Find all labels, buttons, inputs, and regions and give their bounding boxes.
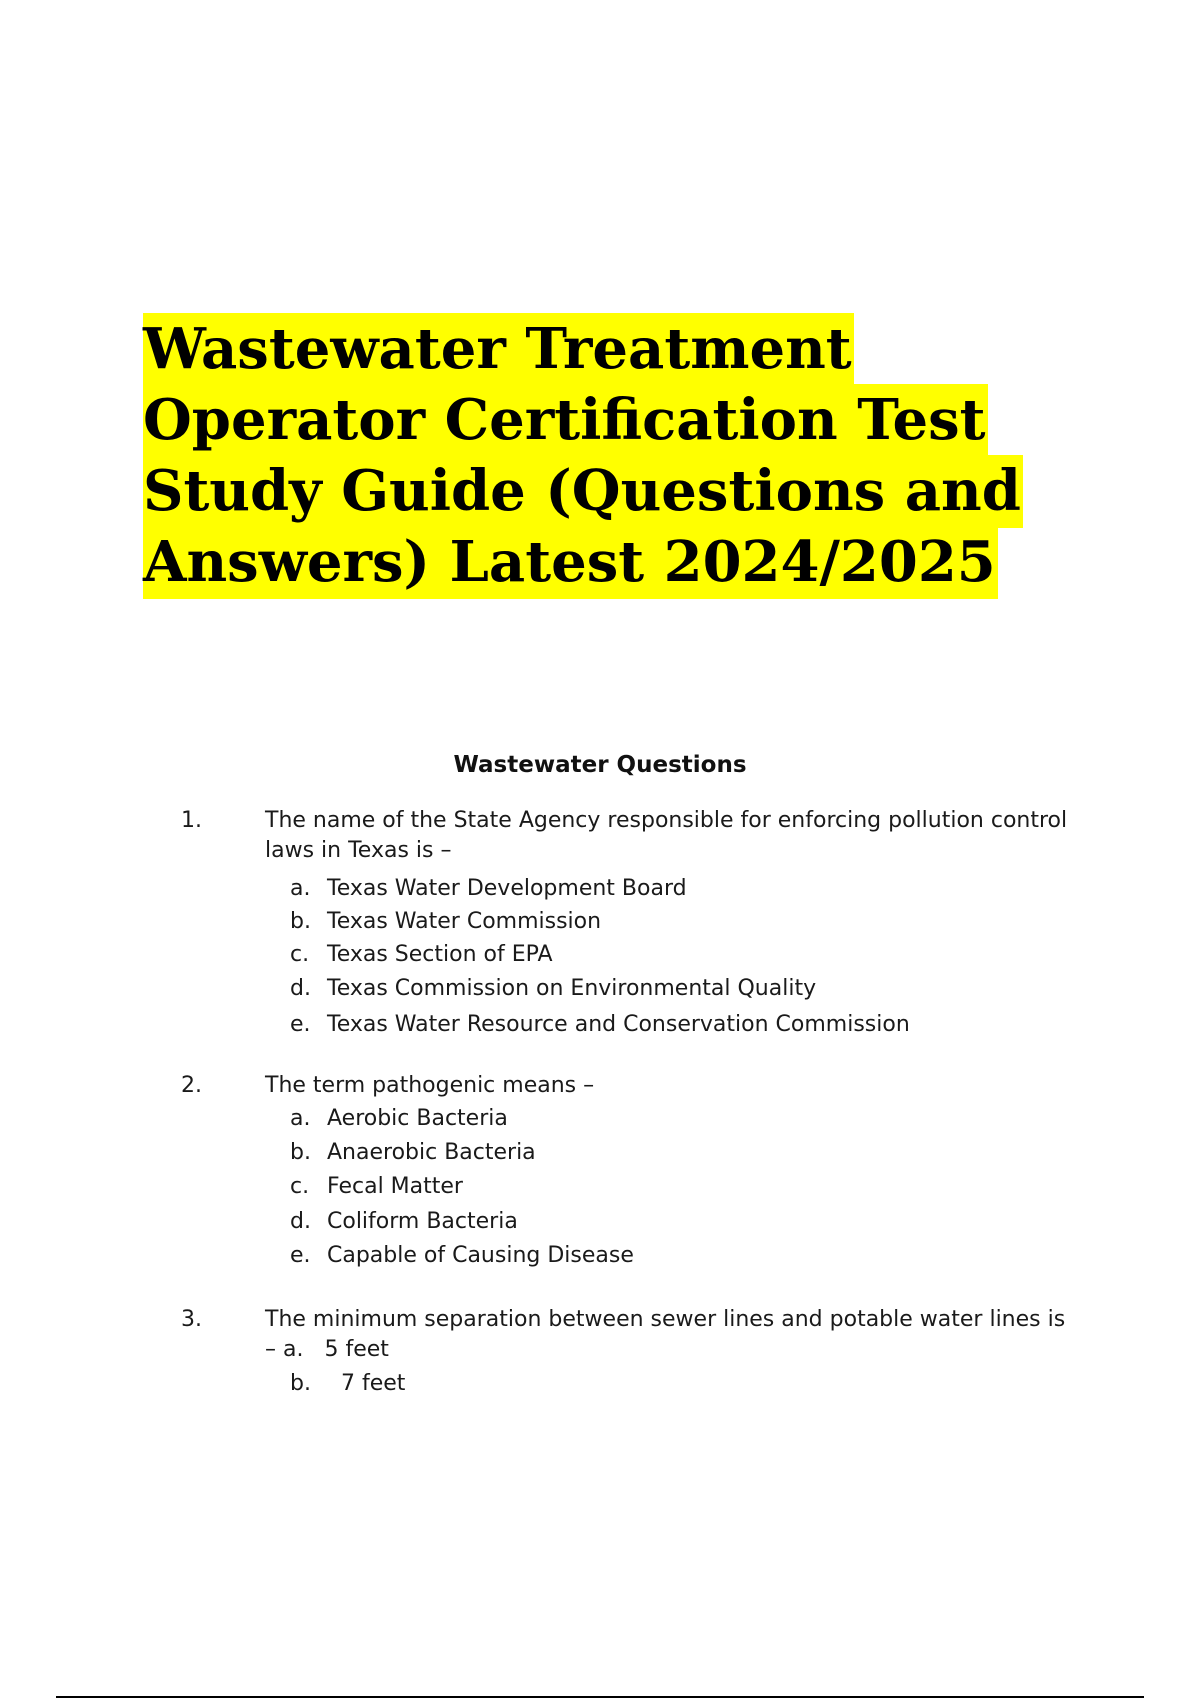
option-text: Anaerobic Bacteria bbox=[327, 1140, 536, 1165]
option-item bbox=[290, 1369, 405, 1399]
question-text-tail: – bbox=[265, 1337, 276, 1362]
footer-rule bbox=[56, 1696, 1144, 1698]
option-item bbox=[290, 1207, 518, 1237]
option-item bbox=[290, 874, 687, 904]
option-item bbox=[290, 1172, 463, 1202]
option-text: Texas Commission on Environmental Quality bbox=[327, 976, 817, 1001]
option-letter: e. bbox=[290, 1012, 311, 1037]
question-number: 2. bbox=[181, 1073, 202, 1098]
option-text: Capable of Causing Disease bbox=[327, 1243, 634, 1268]
option-text: Coliform Bacteria bbox=[327, 1209, 518, 1234]
option-letter: a. bbox=[283, 1337, 304, 1362]
title-highlight: Wastewater Treatment Operator Certification Test Study Guide (Questions and Answers) Latest 2024/2025 bbox=[143, 313, 1023, 599]
option-item bbox=[290, 1138, 536, 1168]
option-letter: b. bbox=[290, 909, 311, 934]
option-text: Texas Section of EPA bbox=[327, 942, 553, 967]
question-text: The minimum separation between sewer lines and potable water lines is bbox=[265, 1307, 1066, 1332]
option-letter: b. bbox=[290, 1371, 311, 1396]
option-item bbox=[265, 1335, 389, 1365]
option-item bbox=[290, 1241, 634, 1271]
question-text: The name of the State Agency responsible for enforcing pollution control laws in Texas is – bbox=[265, 808, 1068, 863]
option-item bbox=[290, 974, 816, 1004]
option-text: 5 feet bbox=[324, 1337, 389, 1362]
option-item bbox=[290, 940, 553, 970]
option-item bbox=[290, 1104, 508, 1134]
option-letter: e. bbox=[290, 1243, 311, 1268]
option-letter: d. bbox=[290, 1209, 311, 1234]
option-text: Fecal Matter bbox=[327, 1174, 463, 1199]
option-item bbox=[290, 907, 601, 937]
option-letter: c. bbox=[290, 1174, 310, 1199]
section-heading: Wastewater Questions bbox=[453, 752, 747, 778]
option-letter: c. bbox=[290, 942, 310, 967]
question-number: 3. bbox=[181, 1307, 202, 1332]
option-item bbox=[290, 1010, 910, 1040]
document-title bbox=[143, 314, 1103, 598]
option-text: 7 feet bbox=[341, 1371, 406, 1396]
option-letter: d. bbox=[290, 976, 311, 1001]
option-text: Texas Water Development Board bbox=[327, 876, 687, 901]
option-letter: a. bbox=[290, 1106, 311, 1131]
option-text: Texas Water Commission bbox=[327, 909, 602, 934]
option-text: Aerobic Bacteria bbox=[327, 1106, 508, 1131]
option-letter: a. bbox=[290, 876, 311, 901]
option-text: Texas Water Resource and Conservation Commission bbox=[327, 1012, 910, 1037]
option-letter: b. bbox=[290, 1140, 311, 1165]
question-number: 1. bbox=[181, 808, 202, 833]
question-text: The term pathogenic means – bbox=[265, 1073, 595, 1098]
